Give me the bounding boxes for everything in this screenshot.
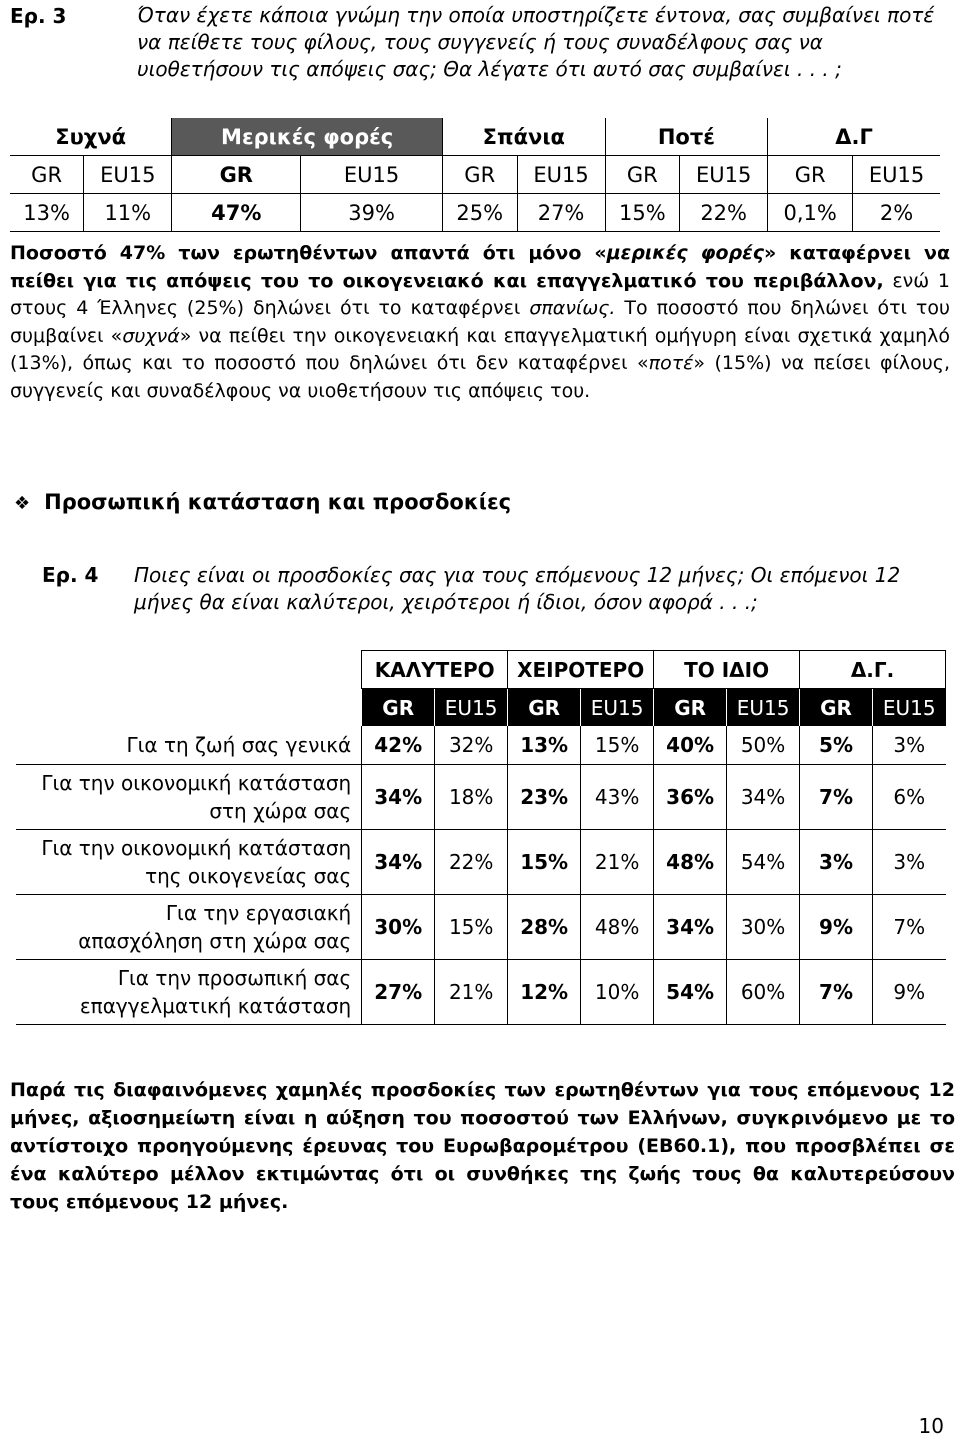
analysis-paragraph-2: Παρά τις διαφαινόμενες χαμηλές προσδοκίες των ερωτηθέντων για τους επόμενους 12 μήνες, αξιοσημείωτη είναι η αύξηση του ποσοστού των Ελλήνων, συγκρινόμενο με το αντίστοιχο προηγούμενης έρευνας του Ευρωβαρομέτρου (ΕΒ60.1), που προσβλέπει σε ένα καλύτερο μέλλον εκτιμώντας ότι οι συνθήκες της ζωής τους θα καλυτερεύσουν τους επόμενους 12 μήνες. (10, 1079, 955, 1213)
eu15-header: EU15 (727, 689, 800, 727)
value-cell: 3% (872, 726, 945, 764)
para1-italic: ποτέ (648, 352, 694, 374)
value-cell: 48% (654, 829, 727, 894)
value-cell: 15% (605, 194, 680, 232)
value-cell: 11% (84, 194, 172, 232)
value-cell: 3% (872, 829, 945, 894)
value-cell: 48% (581, 894, 654, 959)
value-cell: 12% (508, 959, 581, 1024)
value-cell: 23% (508, 764, 581, 829)
gr-header: GR (442, 156, 517, 194)
eu15-header: EU15 (680, 156, 768, 194)
row-label-line: της οικογενείας σας (145, 863, 352, 888)
value-cell: 22% (680, 194, 768, 232)
row-label (16, 959, 362, 1024)
value-cell: 15% (435, 894, 508, 959)
category-header: Μερικές φορές (172, 118, 443, 156)
question-4-results-table (16, 650, 946, 1025)
page-number: 10 (918, 1414, 944, 1438)
para1-text: » (15%) να πείσει φίλους, συγγενείς και συναδέλφους να υιοθετήσουν τις απόψεις του. (10, 352, 950, 402)
question-3-label: Ερ. 3 (10, 4, 67, 28)
question-3-results-table (10, 118, 940, 232)
value-cell: 40% (654, 726, 727, 764)
value-cell: 27% (517, 194, 605, 232)
eu15-header: EU15 (84, 156, 172, 194)
section-title: Προσωπική κατάσταση και προσδοκίες (44, 490, 512, 514)
value-cell: 27% (362, 959, 435, 1024)
value-cell: 30% (362, 894, 435, 959)
para1-italic: σπανίως. (529, 297, 616, 319)
value-cell: 13% (508, 726, 581, 764)
eu15-header: EU15 (517, 156, 605, 194)
value-cell: 50% (727, 726, 800, 764)
category-header: ΚΑΛΥΤΕΡΟ (362, 651, 508, 689)
value-cell: 34% (727, 764, 800, 829)
category-header: Δ.Γ. (800, 651, 946, 689)
value-cell: 10% (581, 959, 654, 1024)
gr-header: GR (10, 156, 84, 194)
value-cell: 3% (800, 829, 873, 894)
value-cell: 54% (654, 959, 727, 1024)
category-header: ΤΟ ΙΔΙΟ (654, 651, 800, 689)
para1-text: Το ποσοστό που δηλώνει ότι του συμβαίνει « (10, 297, 950, 347)
value-cell: 30% (727, 894, 800, 959)
row-label (16, 764, 362, 829)
value-cell: 15% (581, 726, 654, 764)
category-header: ΧΕΙΡΟΤΕΡΟ (508, 651, 654, 689)
diamond-bullet-icon: ❖ (14, 493, 31, 514)
eu15-header: EU15 (581, 689, 654, 727)
row-label-line: Για την οικονομική κατάσταση (41, 835, 352, 860)
value-cell: 54% (727, 829, 800, 894)
value-cell: 21% (435, 959, 508, 1024)
row-label-line: Για την προσωπική σας (117, 965, 352, 990)
gr-header: GR (800, 689, 873, 727)
section-heading (14, 490, 511, 514)
value-cell: 0,1% (768, 194, 853, 232)
gr-header: GR (654, 689, 727, 727)
value-cell: 18% (435, 764, 508, 829)
row-label-line: επαγγελματική κατάσταση (79, 993, 352, 1018)
gr-header: GR (172, 156, 301, 194)
value-cell: 60% (727, 959, 800, 1024)
value-cell: 7% (800, 764, 873, 829)
para1-bold: Ποσοστό 47% των ερωτηθέντων απαντά ότι μόνο « (10, 242, 607, 264)
para1-text: ενώ 1 στους 4 Έλληνες (25%) δηλώνει ότι το καταφέρνει (10, 269, 951, 319)
row-label (16, 726, 362, 764)
row-label-line: στη χώρα σας (209, 798, 352, 823)
para1-bold: » καταφέρνει να πείθει για τις απόψεις του το οικογενειακό και επαγγελματικό του περιβάλλον, (10, 242, 951, 292)
value-cell: 7% (800, 959, 873, 1024)
value-cell: 43% (581, 764, 654, 829)
value-cell: 47% (172, 194, 301, 232)
value-cell: 34% (654, 894, 727, 959)
question-4-label: Ερ. 4 (42, 563, 99, 587)
value-cell: 42% (362, 726, 435, 764)
value-cell: 2% (853, 194, 940, 232)
category-header: Ποτέ (605, 118, 768, 156)
row-label-line: Για την οικονομική κατάσταση (41, 770, 352, 795)
value-cell: 21% (581, 829, 654, 894)
value-cell: 36% (654, 764, 727, 829)
row-label-line: απασχόληση στη χώρα σας (78, 928, 352, 953)
value-cell: 32% (435, 726, 508, 764)
value-cell: 34% (362, 829, 435, 894)
value-cell: 7% (872, 894, 945, 959)
question-3-text: Όταν έχετε κάποια γνώμη την οποία υποστηρίζετε έντονα, σας συμβαίνει ποτέ να πείθετε τους φίλους, τους συγγενείς ή τους συναδέλφους σας να υιοθετήσουν τις απόψεις σας; Θα λέγατε ότι αυτό σας συμβαίνει . . . ; (137, 3, 935, 81)
gr-header: GR (768, 156, 853, 194)
value-cell: 13% (10, 194, 84, 232)
value-cell: 34% (362, 764, 435, 829)
value-cell: 15% (508, 829, 581, 894)
value-cell: 9% (872, 959, 945, 1024)
eu15-header: EU15 (435, 689, 508, 727)
gr-header: GR (362, 689, 435, 727)
row-label (16, 894, 362, 959)
value-cell: 28% (508, 894, 581, 959)
value-cell: 6% (872, 764, 945, 829)
value-cell: 25% (442, 194, 517, 232)
eu15-header: EU15 (853, 156, 940, 194)
analysis-paragraph-1 (10, 240, 950, 405)
eu15-header: EU15 (872, 689, 945, 727)
row-label-line: Για τη ζωή σας γενικά (126, 732, 352, 757)
row-label (16, 829, 362, 894)
para1-italic: συχνά (122, 324, 180, 347)
para1-bold-italic: μερικές φορές (606, 242, 764, 264)
category-header: Συχνά (55, 124, 127, 149)
value-cell: 5% (800, 726, 873, 764)
value-cell: 22% (435, 829, 508, 894)
category-header: Δ.Γ (835, 124, 873, 149)
value-cell: 9% (800, 894, 873, 959)
value-cell: 39% (301, 194, 443, 232)
question-4-text: Ποιες είναι οι προσδοκίες σας για τους επόμενους 12 μήνες; Οι επόμενοι 12 μήνες θα είναι καλύτεροι, χειρότεροι ή ίδιοι, όσον αφορά . . .; (134, 563, 901, 614)
gr-header: GR (508, 689, 581, 727)
gr-header: GR (605, 156, 680, 194)
eu15-header: EU15 (301, 156, 443, 194)
category-header: Σπάνια (482, 124, 565, 149)
para1-text: » να πείθει την οικογενειακή και επαγγελματική ομήγυρη είναι σχετικά χαμηλό (13%), όπως και το ποσοστό που δηλώνει ότι δεν καταφέρνει « (10, 324, 950, 374)
row-label-line: Για την εργασιακή (165, 900, 352, 925)
